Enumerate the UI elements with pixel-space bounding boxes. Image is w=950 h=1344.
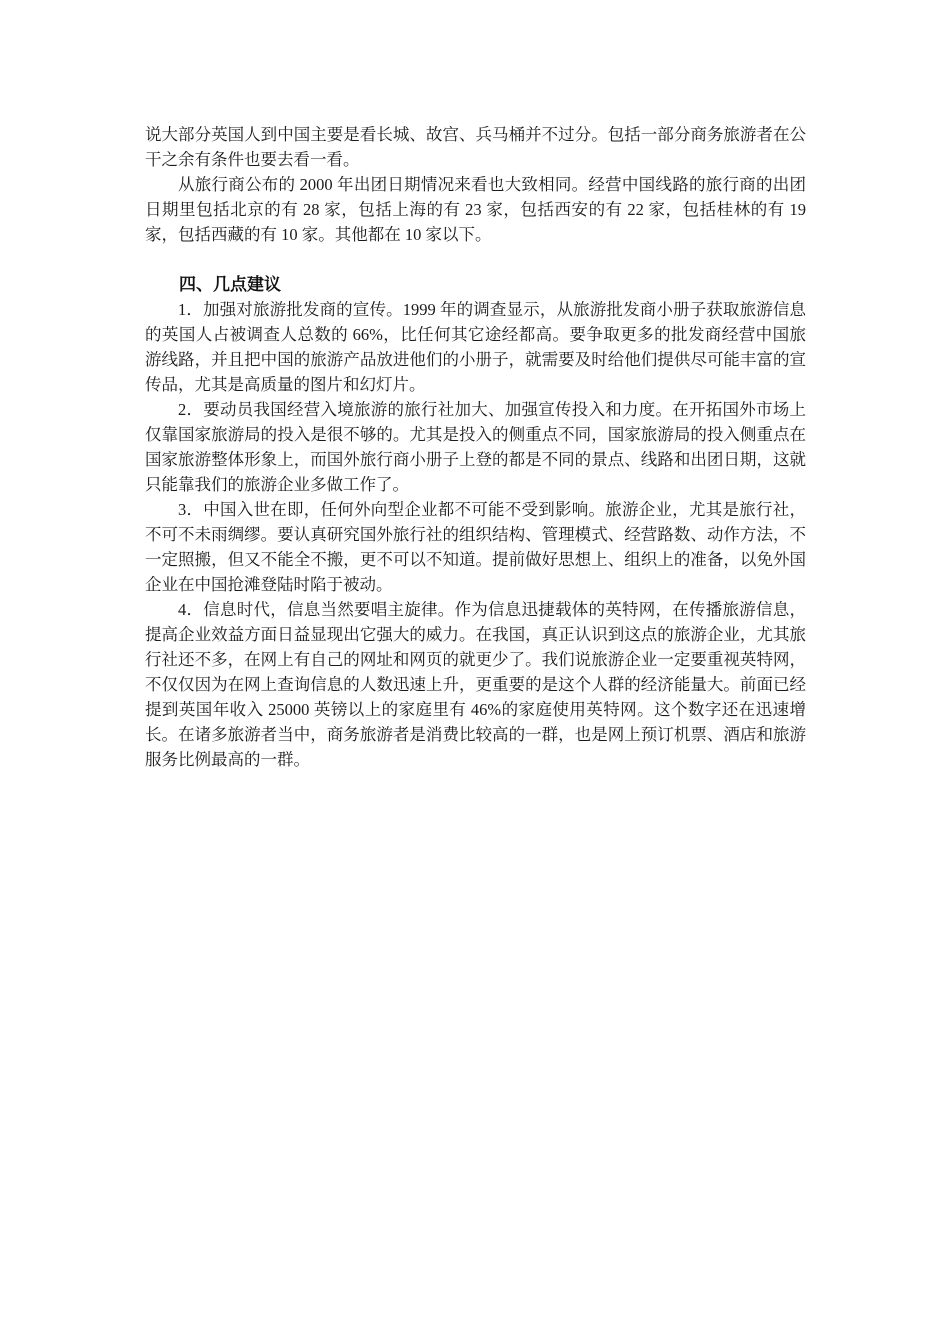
section-heading-suggestions: 四、几点建议 bbox=[179, 275, 281, 294]
body-paragraph-tour-dates: 从旅行商公布的 2000 年出团日期情况来看也大致相同。经营中国线路的旅行商的出团日期里包括北京的有 28 家，包括上海的有 23 家，包括西安的有 22 家，包括桂林的有 19 家，包括西藏的有 10 家。其他都在 10 家以下。 bbox=[145, 175, 806, 244]
body-paragraph-continuation: 说大部分英国人到中国主要是看长城、故宫、兵马桶并不过分。包括一部分商务旅游者在公干之余有条件也要去看一看。 bbox=[145, 125, 806, 169]
suggestion-item-4: 4．信息时代，信息当然要唱主旋律。作为信息迅捷载体的英特网，在传播旅游信息，提高企业效益方面日益显现出它强大的威力。在我国，真正认识到这点的旅游企业，尤其旅行社还不多，在网上有自己的网址和网页的就更少了。我们说旅游企业一定要重视英特网，不仅仅因为在网上查询信息的人数迅速上升，更重要的是这个人群的经济能量大。前面已经提到英国年收入 25000 英镑以上的家庭里有 46%的家庭使用英特网。这个数字还在迅速增长。在诸多旅游者当中，商务旅游者是消费比较高的一群，也是网上预订机票、酒店和旅游服务比例最高的一群。 bbox=[145, 600, 806, 769]
suggestion-item-1: 1．加强对旅游批发商的宣传。1999 年的调查显示，从旅游批发商小册子获取旅游信息的英国人占被调查人总数的 66%，比任何其它途经都高。要争取更多的批发商经营中国旅游线路，并且把中国的旅游产品放进他们的小册子，就需要及时给他们提供尽可能丰富的宣传品，尤其是高质量的图片和幻灯片。 bbox=[145, 300, 806, 394]
document-text-block bbox=[145, 122, 806, 772]
suggestion-item-2: 2．要动员我国经营入境旅游的旅行社加大、加强宣传投入和力度。在开拓国外市场上仅靠国家旅游局的投入是很不够的。尤其是投入的侧重点不同，国家旅游局的投入侧重点在国家旅游整体形象上，而国外旅行商小册子上登的都是不同的景点、线路和出团日期，这就只能靠我们的旅游企业多做工作了。 bbox=[145, 400, 806, 494]
suggestion-item-3: 3．中国入世在即，任何外向型企业都不可能不受到影响。旅游企业，尤其是旅行社，不可不未雨绸缪。要认真研究国外旅行社的组织结构、管理模式、经营路数、动作方法，不一定照搬，但又不能全不搬，更不可以不知道。提前做好思想上、组织上的准备，以免外国企业在中国抢滩登陆时陷于被动。 bbox=[145, 500, 806, 594]
